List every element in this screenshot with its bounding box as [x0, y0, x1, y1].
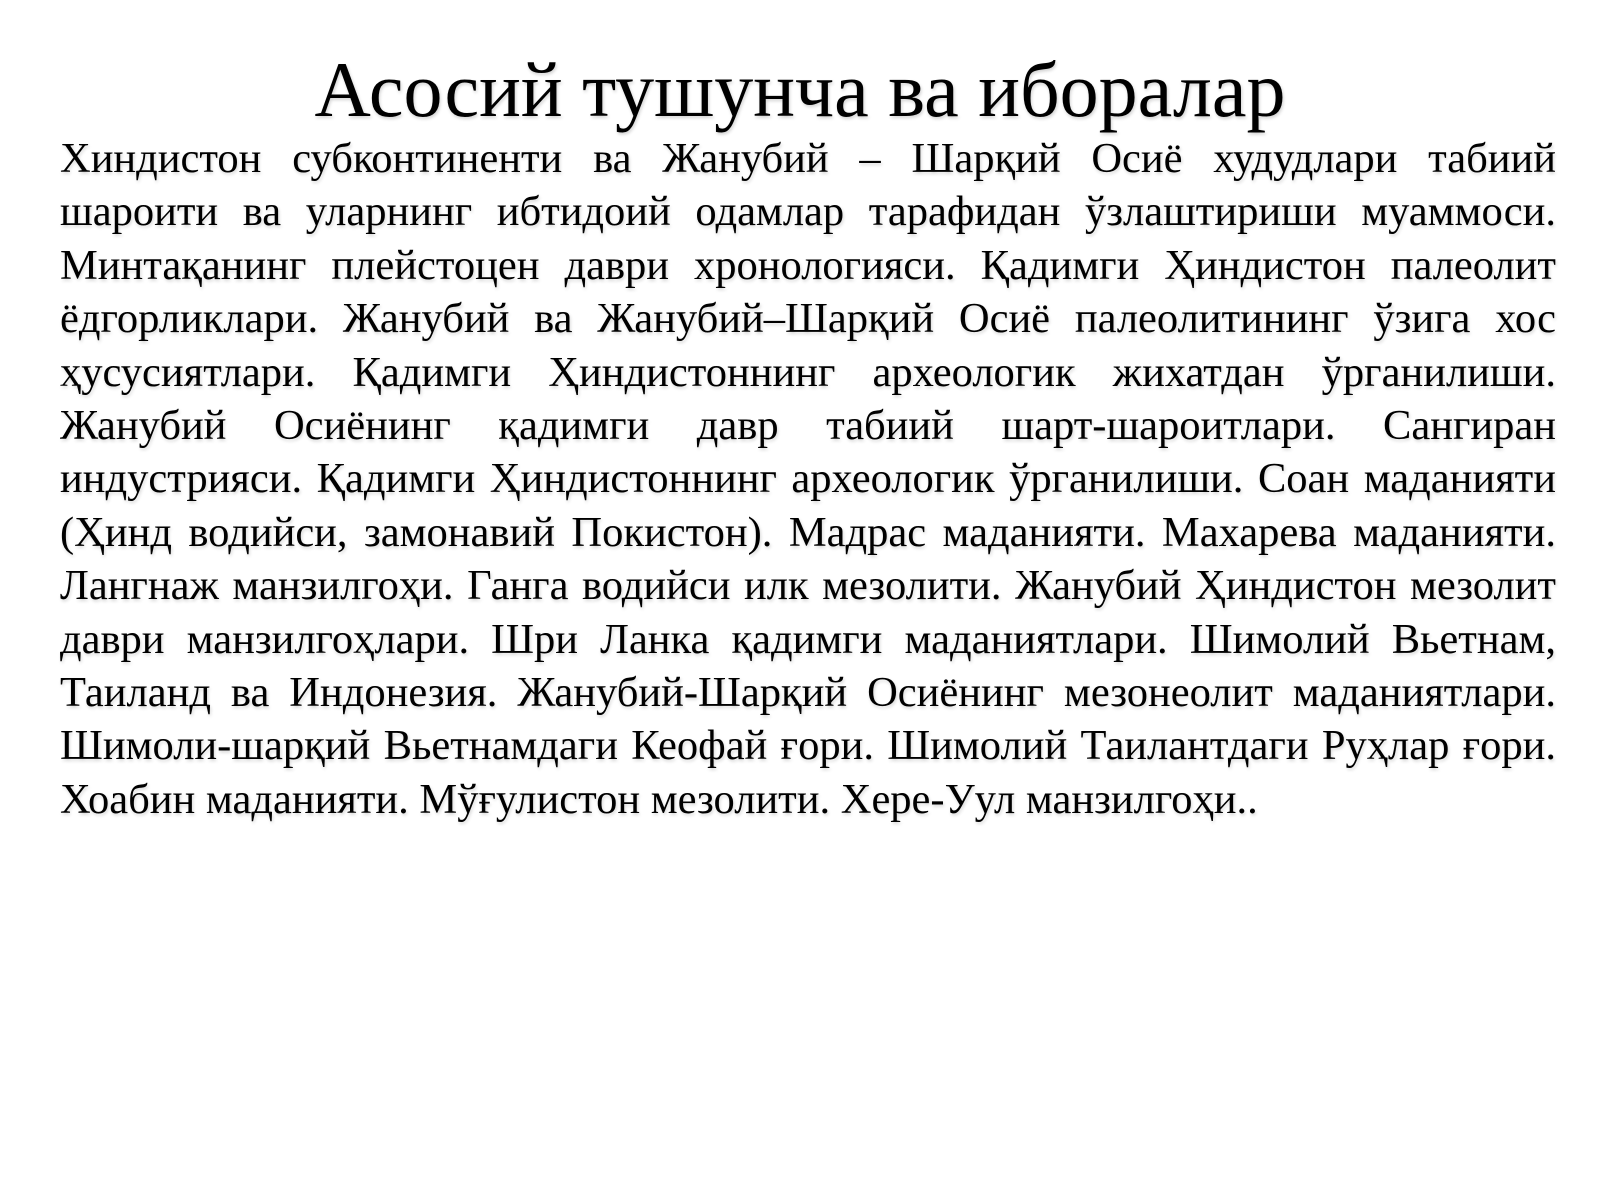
slide-body-text: Хиндистон субконтиненти ва Жанубий – Шарқий Осиё худудлари табиий шароити ва уларнинг ибтидоий одамлар тарафидан ўзлаштириши муаммоси. Минтақанинг плейстоцен даври хронологияси. Қадимги Ҳиндистон палеолит ёдгорликлари. Жанубий ва Жанубий–Шарқий Осиё палеолитининг ўзига хос ҳусусиятлари. Қадимги Ҳиндистоннинг археологик жихатдан ўрганилиши. Жанубий Осиёнинг қадимги давр табиий шарт-шароитлари. Сангиран индустрияси. Қадимги Ҳиндистоннинг археологик ўрганилиши. Соан маданияти (Ҳинд водийси, замонавий Покистон). Мадрас маданияти. Махарева маданияти. Лангнаж манзилгоҳи. Ганга водийси илк мезолити. Жанубий Ҳиндистон мезолит даври манзилгоҳлари. Шри Ланка қадимги маданиятлари. Шимолий Вьетнам, Таиланд ва Индонезия. Жанубий-Шарқий Осиёнинг мезонеолит маданиятлари. Шимоли-шарқий Вьетнамдаги Кеофай ғори. Шимолий Таилантдаги Руҳлар ғори. Хоабин маданияти. Мўғулистон мезолити. Хере-Уул манзилгоҳи.. — [60, 135, 1556, 823]
slide-title: Асосий тушунча ва иборалар — [314, 46, 1286, 133]
